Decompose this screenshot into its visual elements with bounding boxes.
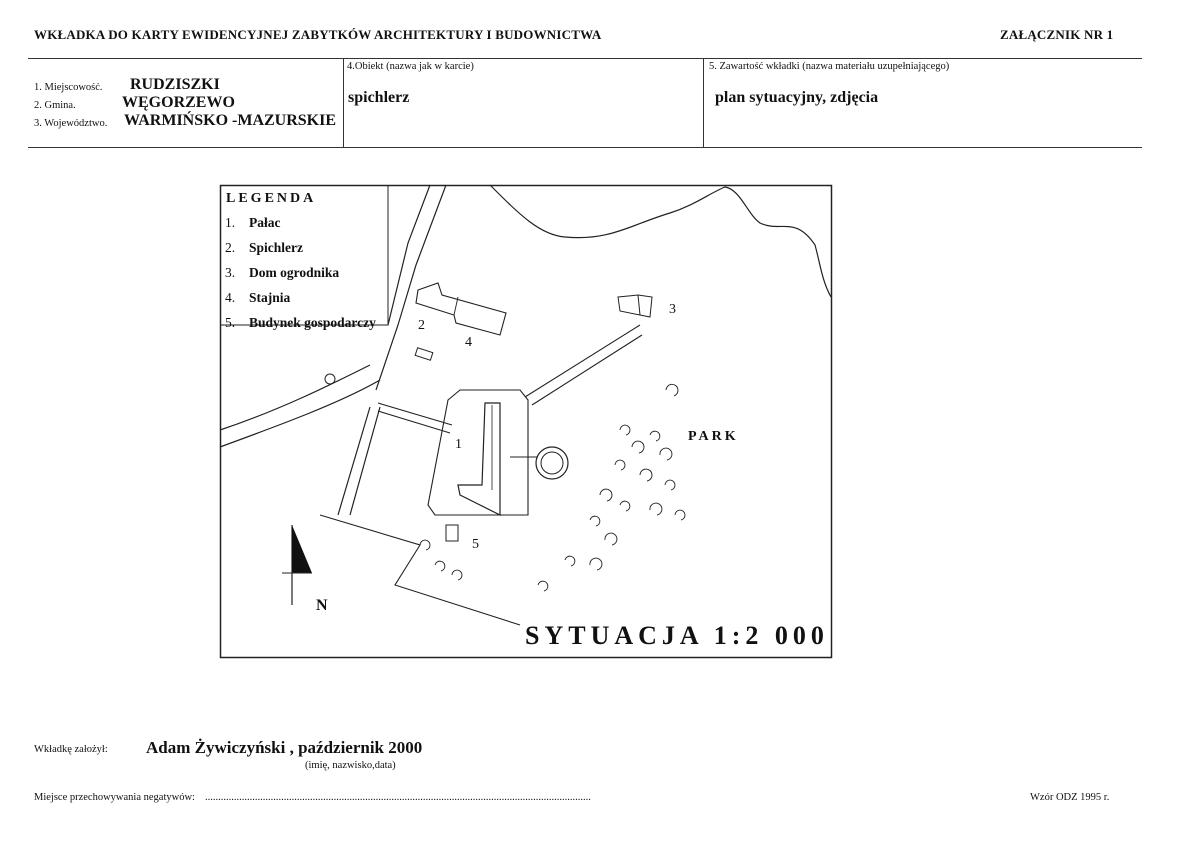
contents-value: plan sytuacyjny, zdjęcia xyxy=(715,89,879,106)
legend-item: 1. Pałac xyxy=(225,215,281,230)
locality-label: 1. Miejscowość. xyxy=(34,82,103,93)
negatives-label: Miejsce przechowywania negatywów: xyxy=(34,792,195,803)
object-label: 4.Obiekt (nazwa jak w karcie) xyxy=(347,61,474,72)
created-hint: (imię, nazwisko,data) xyxy=(305,760,396,771)
marker-5: 5 xyxy=(472,537,479,552)
negatives-dots: ................................................................................................................................................... xyxy=(205,792,591,803)
marker-3: 3 xyxy=(669,302,676,317)
form-top-rule xyxy=(28,58,1142,59)
form-divider-1 xyxy=(343,58,344,148)
legend-title: LEGENDA xyxy=(226,191,317,206)
site-plan-map xyxy=(220,185,832,658)
created-label: Wkładkę założył: xyxy=(34,744,108,755)
commune-value: WĘGORZEWO xyxy=(122,94,235,111)
annex-label: ZAŁĄCZNIK NR 1 xyxy=(1000,27,1114,42)
marker-2: 2 xyxy=(418,318,425,333)
legend-item: 2. Spichlerz xyxy=(225,240,303,255)
commune-label: 2. Gmina. xyxy=(34,100,76,111)
marker-4: 4 xyxy=(465,335,472,350)
legend-item: 3. Dom ogrodnika xyxy=(225,265,340,280)
template-label: Wzór ODZ 1995 r. xyxy=(1030,792,1110,803)
legend-list xyxy=(225,215,376,340)
contents-label: 5. Zawartość wkładki (nazwa materiału uzupełniającego) xyxy=(709,61,950,72)
created-value: Adam Żywiczyński , październik 2000 xyxy=(146,738,423,757)
scale-label: SYTUACJA 1:2 000 xyxy=(525,621,829,650)
voivodeship-value: WARMIŃSKO -MAZURSKIE xyxy=(124,112,337,129)
voivodeship-label: 3. Województwo. xyxy=(34,118,108,129)
object-value: spichlerz xyxy=(348,89,410,106)
locality-value: RUDZISZKI xyxy=(130,76,220,93)
north-label: N xyxy=(316,597,328,614)
marker-1: 1 xyxy=(455,437,462,452)
legend-item: 5. Budynek gospodarczy xyxy=(225,315,376,330)
form-divider-2 xyxy=(703,58,704,148)
form-bottom-rule xyxy=(28,147,1142,148)
park-label: PARK xyxy=(688,429,739,444)
legend-item: 4. Stajnia xyxy=(225,290,291,305)
document-title: WKŁADKA DO KARTY EWIDENCYJNEJ ZABYTKÓW ARCHITEKTURY I BUDOWNICTWA xyxy=(34,27,602,42)
